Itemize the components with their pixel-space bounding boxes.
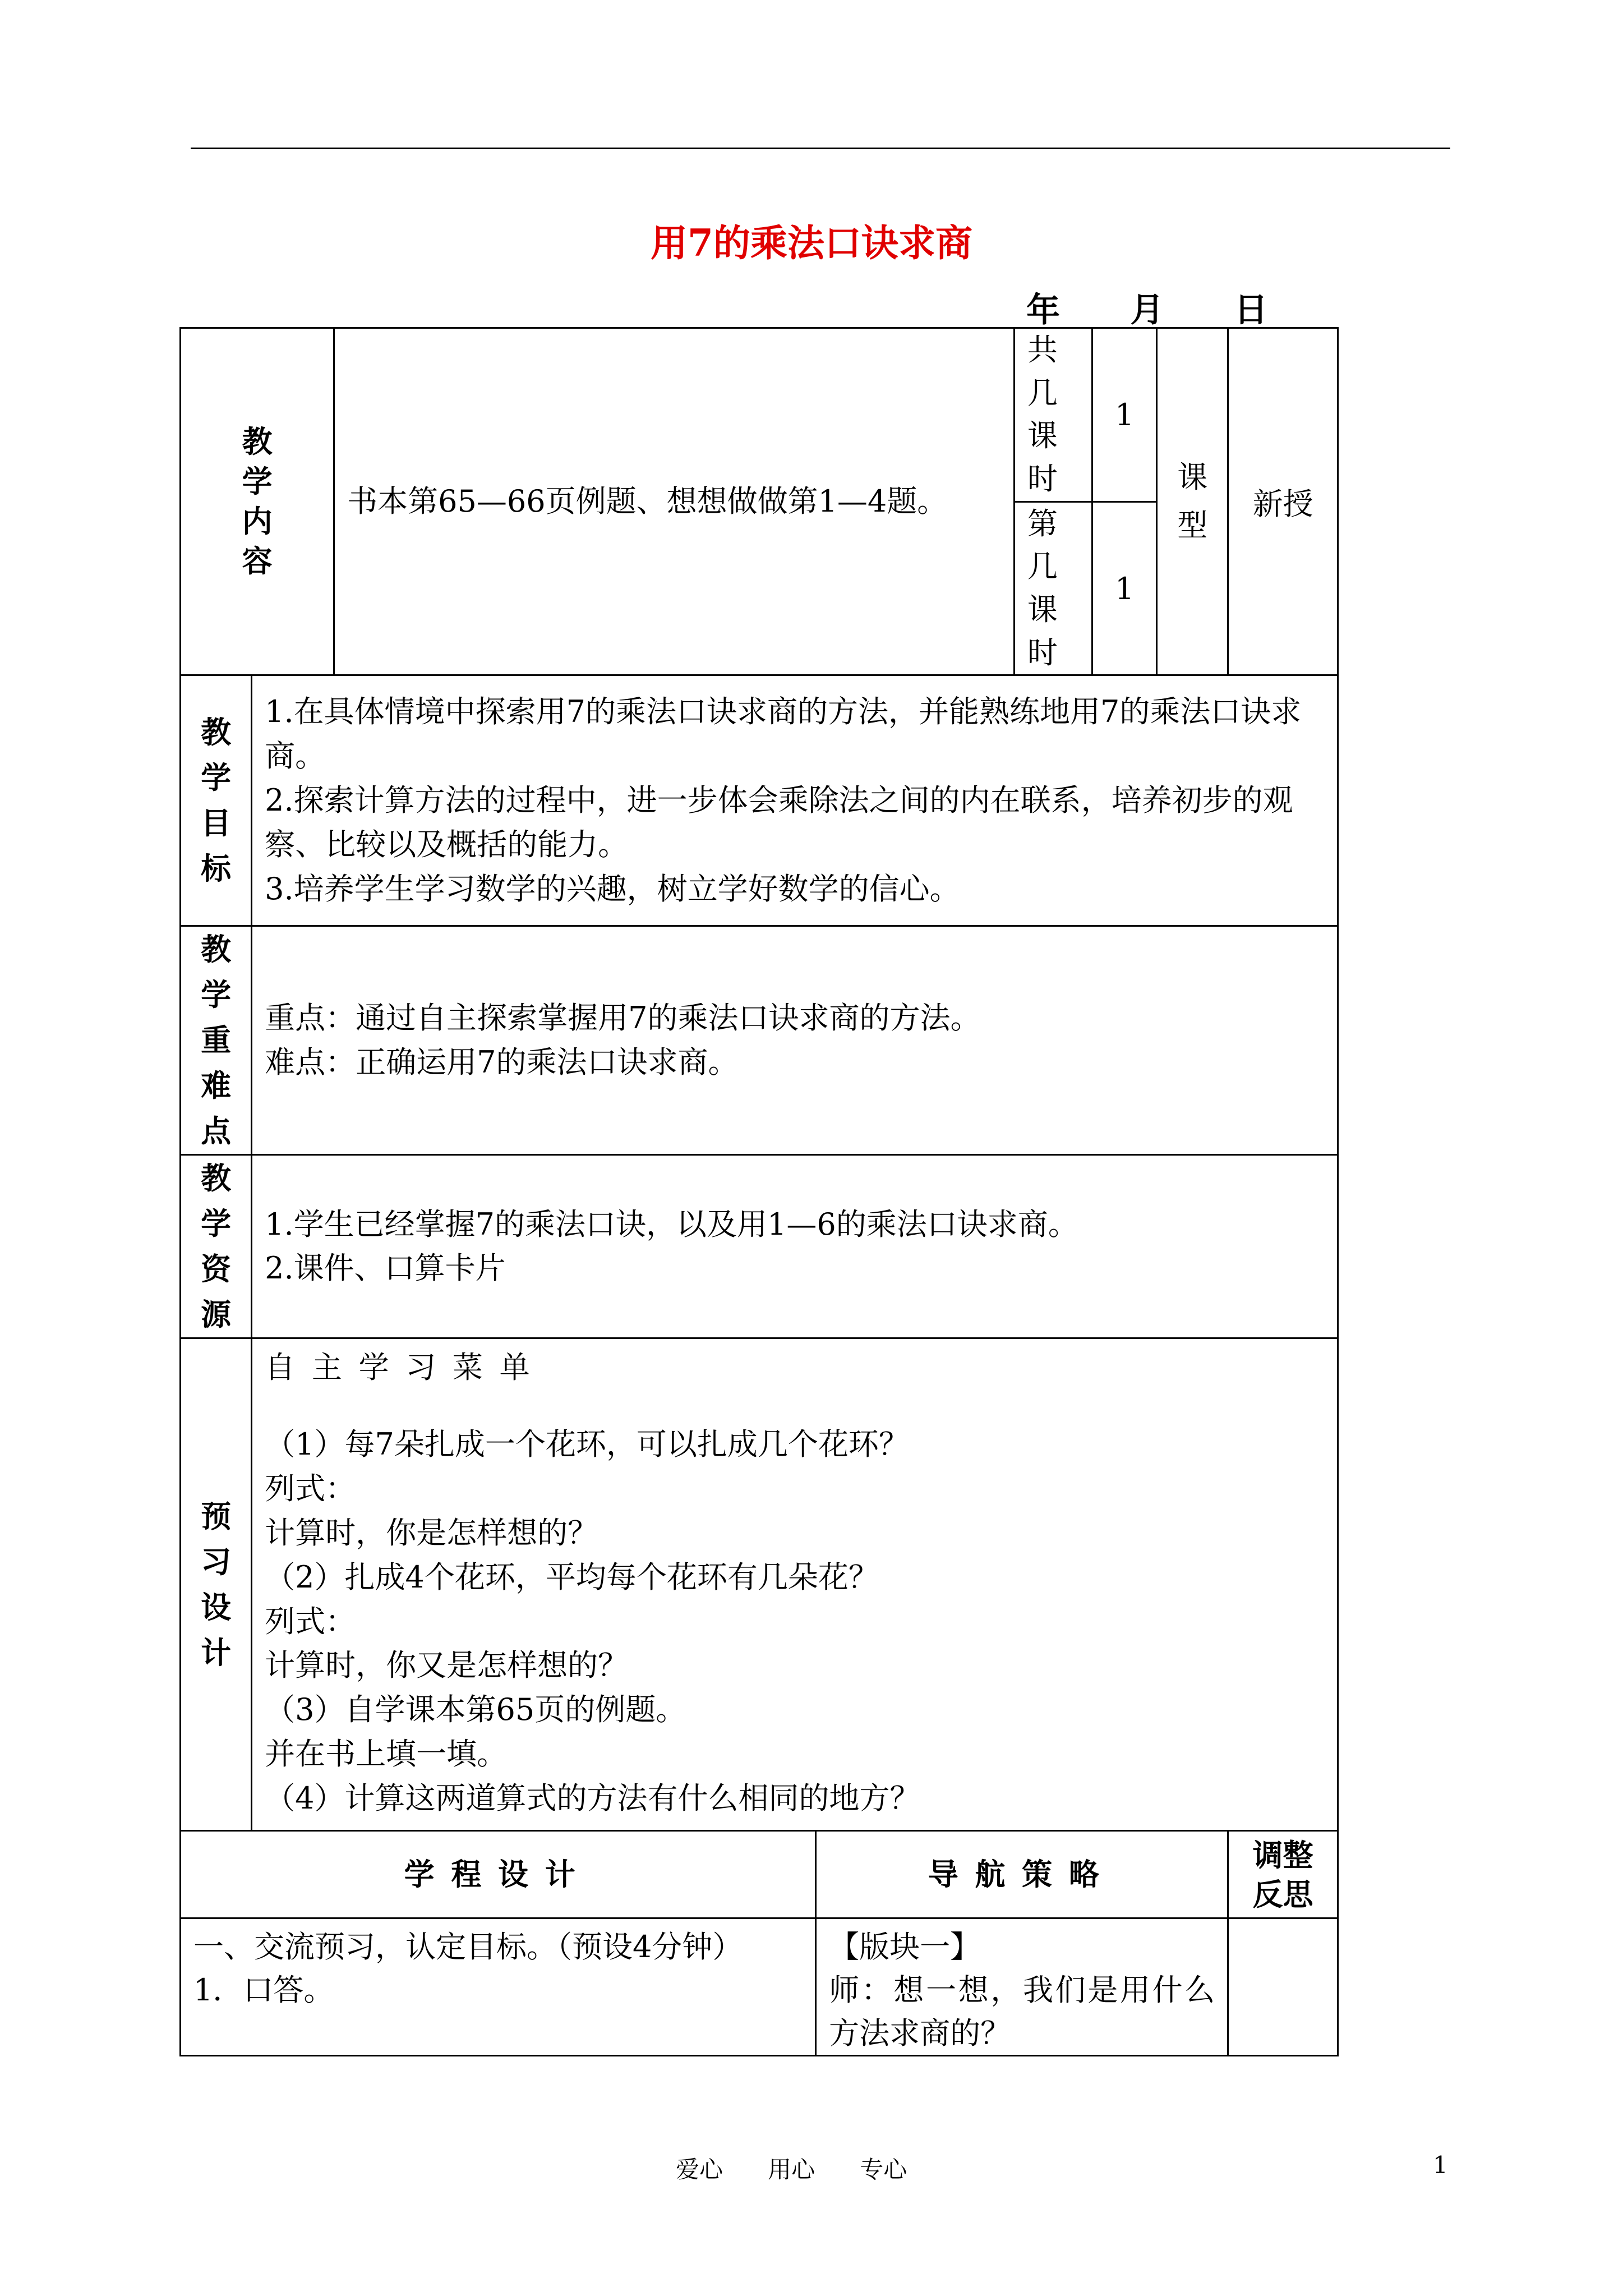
objectives-label: 教学目标 xyxy=(181,675,252,926)
reflection-header: 调整反思 xyxy=(1228,1831,1338,1918)
content-label: 教学内容 xyxy=(181,328,334,675)
focus-text: 重点：通过自主探索掌握用7的乘法口诀求商的方法。 xyxy=(265,1000,981,1036)
preview-line: 并在书上填一填。 xyxy=(265,1736,508,1772)
preview-line: （4）计算这两道算式的方法有什么相同的地方？ xyxy=(265,1780,920,1816)
preview-line: 计算时，你又是怎样想的？ xyxy=(265,1648,629,1683)
total-lessons-label: 共几课时 xyxy=(1014,328,1092,502)
difficulty-text: 难点：正确运用7的乘法口诀求商。 xyxy=(265,1044,739,1080)
preview-line: （1）每7朵扎成一个花环，可以扎成几个花环？ xyxy=(265,1427,909,1462)
date-line: 年 月 日 xyxy=(1026,291,1268,330)
resources-cell xyxy=(252,1155,1338,1338)
preview-heading: 自主学习菜单 xyxy=(265,1350,547,1386)
resource-item: 2.课件、口算卡片 xyxy=(265,1250,506,1286)
strategy-line: 【版块一】 xyxy=(829,1929,981,1965)
lesson-type-value: 新授 xyxy=(1228,328,1338,675)
lesson-plan-table xyxy=(179,327,1339,2056)
footer-motto: 爱心 用心 专心 xyxy=(676,2156,907,2183)
header-rule xyxy=(191,148,1450,149)
preview-cell xyxy=(252,1338,1338,1831)
process-line: 1．口答。 xyxy=(193,1972,334,2008)
lesson-no-value: 1 xyxy=(1092,501,1157,675)
strategy-line: 师：想一想，我们是用什么方法求商的？ xyxy=(829,1972,1215,2051)
resources-label: 教学资源 xyxy=(181,1155,252,1338)
preview-line: （3）自学课本第65页的例题。 xyxy=(265,1692,686,1728)
resource-item: 1.学生已经掌握7的乘法口诀，以及用1—6的乘法口诀求商。 xyxy=(265,1206,1078,1242)
reflection-content xyxy=(1228,1918,1338,2056)
key-points-label: 教学重难点 xyxy=(181,926,252,1155)
total-lessons-value: 1 xyxy=(1092,328,1157,502)
preview-line: 列式： xyxy=(265,1603,356,1639)
objective-item: 2.探索计算方法的过程中，进一步体会乘除法之间的内在联系，培养初步的观察、比较以及概括的能力。 xyxy=(265,782,1293,862)
preview-line: 列式： xyxy=(265,1471,356,1507)
strategy-content xyxy=(816,1918,1228,2056)
content-text: 书本第65—66页例题、想想做做第1—4题。 xyxy=(334,328,1015,675)
lesson-type-label: 课型 xyxy=(1157,328,1228,675)
navigation-strategy-header: 导航策略 xyxy=(816,1831,1228,1918)
preview-line: 计算时，你是怎样想的？ xyxy=(265,1515,598,1550)
objective-item: 3.培养学生学习数学的兴趣，树立学好数学的信心。 xyxy=(265,871,960,907)
objective-item: 1.在具体情境中探索用7的乘法口诀求商的方法，并能熟练地用7的乘法口诀求商。 xyxy=(265,694,1302,774)
process-design-header: 学程设计 xyxy=(181,1831,816,1918)
process-content xyxy=(181,1918,816,2056)
lesson-no-label: 第几课时 xyxy=(1014,501,1092,675)
process-line: 一、交流预习，认定目标。（预设4分钟） xyxy=(193,1929,743,1965)
preview-line: （2）扎成4个花环，平均每个花环有几朵花？ xyxy=(265,1559,879,1595)
page-title: 用7的乘法口诀求商 xyxy=(651,221,972,265)
preview-label: 预习设计 xyxy=(181,1338,252,1831)
page-number: 1 xyxy=(1433,2151,1448,2179)
key-points-cell xyxy=(252,926,1338,1155)
objectives-cell xyxy=(252,675,1338,926)
